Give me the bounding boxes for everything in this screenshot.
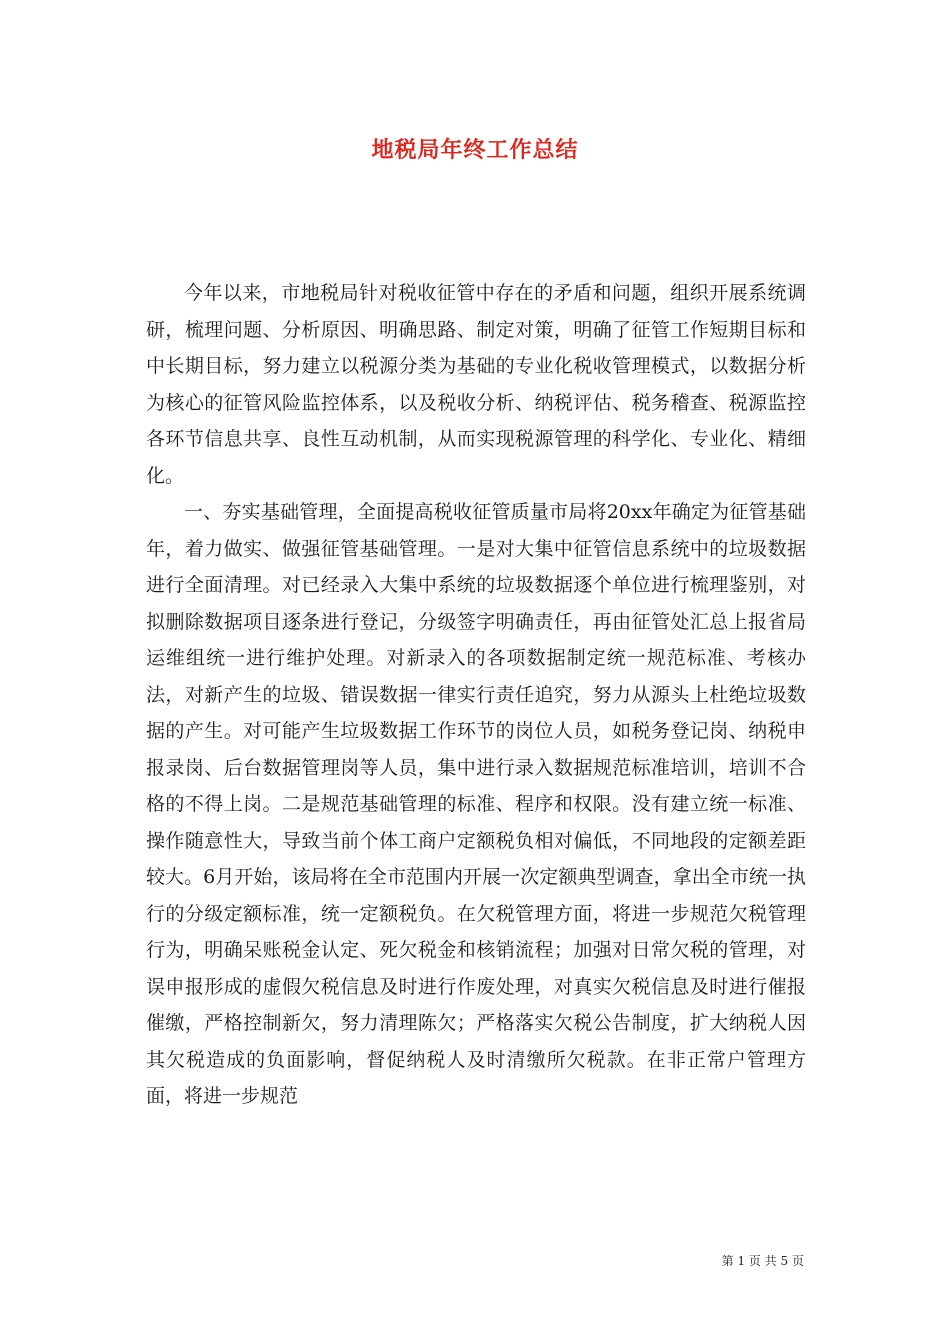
page-number-footer (722, 1252, 804, 1269)
page-number-label: 第 1 页 共 5 页 (721, 1254, 804, 1268)
document-title: 地税局年终工作总结 (371, 138, 579, 163)
document-body (146, 275, 806, 1115)
paragraph-section-one: 一、夯实基础管理，全面提高税收征管质量市局将20xx年确定为征管基础年，着力做实、做强征管基础管理。一是对大集中征管信息系统中的垃圾数据进行全面清理。对已经录入大集中系统的垃圾数据逐个单位进行梳理鉴别，对拟删除数据项目逐条进行登记，分级签字明确责任，再由征管处汇总上报省局运维组统一进行维护处理。对新录入的各项数据制定统一规范标准、考核办法，对新产生的垃圾、错误数据一律实行责任追究，努力从源头上杜绝垃圾数据的产生。对可能产生垃圾数据工作环节的岗位人员，如税务登记岗、纳税申报录岗、后台数据管理岗等人员，集中进行录入数据规范标准培训，培训不合格的不得上岗。二是规范基础管理的标准、程序和权限。没有建立统一标准、操作随意性大，导致当前个体工商户定额税负相对偏低，不同地段的定额差距较大。6月开始，该局将在全市范围内开展一次定额典型调查，拿出全市统一执行的分级定额标准，统一定额税负。在欠税管理方面，将进一步规范欠税管理行为，明确呆账税金认定、死欠税金和核销流程；加强对日常欠税的管理，对误申报形成的虚假欠税信息及时进行作废处理，对真实欠税信息及时进行催报催缴，严格控制新欠，努力清理陈欠；严格落实欠税公告制度，扩大纳税人因其欠税造成的负面影响，督促纳税人及时清缴所欠税款。在非正常户管理方面，将进一步规范 (146, 501, 806, 1107)
paragraph-intro: 今年以来，市地税局针对税收征管中存在的矛盾和问题，组织开展系统调研，梳理问题、分析原因、明确思路、制定对策，明确了征管工作短期目标和中长期目标，努力建立以税源分类为基础的专业化税收管理模式，以数据分析为核心的征管风险监控体系，以及税收分析、纳税评估、税务稽查、税源监控各环节信息共享、良性互动机制，从而实现税源管理的科学化、专业化、精细化。 (146, 282, 806, 487)
